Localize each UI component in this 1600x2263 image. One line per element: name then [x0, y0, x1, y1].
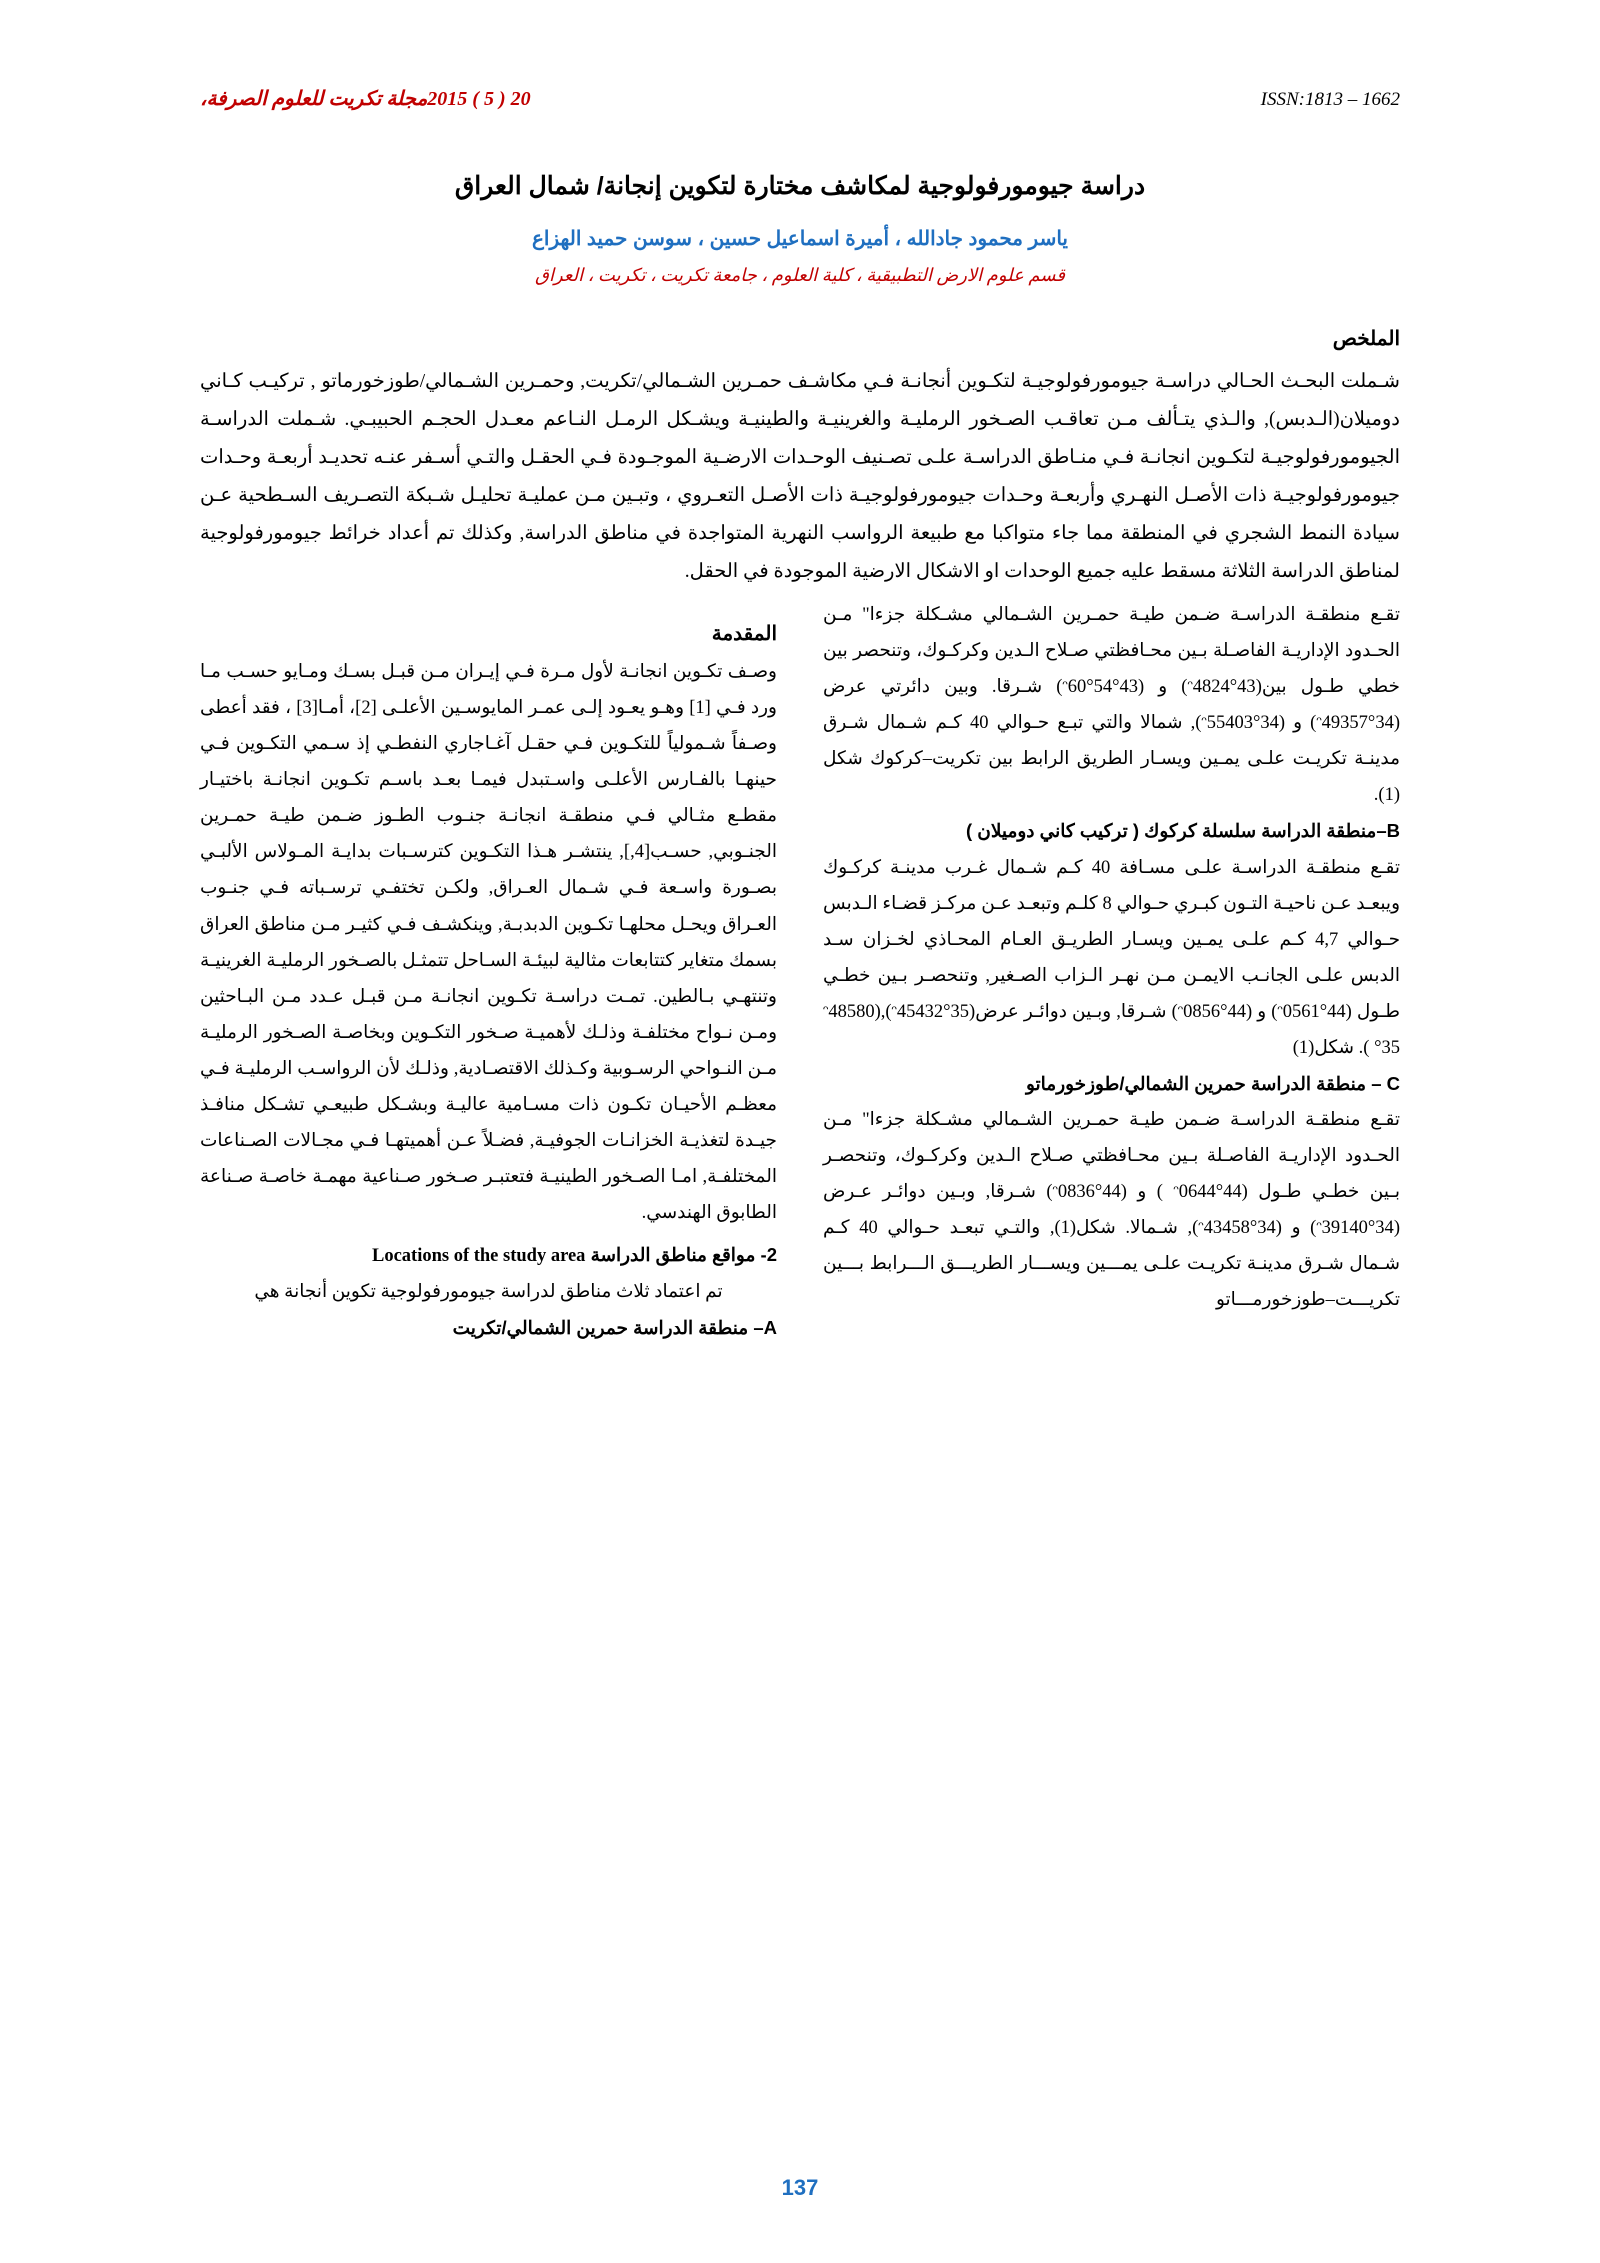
- locations-heading-en: Locations of the study area: [371, 1246, 586, 1267]
- paragraph-area-c: تقـع منطقـة الدراسـة ضـمن طيـة حمـرين الشـمالي مشـكلة جزءا" مـن الحـدود الإداريـة الفاصـلة بـين محـافظتي صـلاح الـدين وكركـوك، وتنحصـر بـين خطـي طـول (ᵔ0644°44 ) و (ᵔ0836°44) شـرقا, وبـين دوائـر عـرض (ᵔ39140°34) و (ᵔ43458°34), شـمالا. شكل(1), والتـي تبعـد حـوالي 40 كـم شـمال شـرق مدينـة تكريـت علـى يمـــين ويســـار الطريـــق الـــرابط بـــين تكريـــت–طوزخورمـــاتو: [823, 1109, 1400, 1311]
- intro-heading: المقدمة: [711, 623, 777, 646]
- subsection-c-heading: C – منطقة الدراسة حمرين الشمالي/طوزخورماتو: [1025, 1072, 1400, 1094]
- body-columns: [200, 597, 1400, 1346]
- paper-title: دراسة جيومورفولوجية لمكاشف مختارة لتكوين إنجانة/ شمال العراق: [454, 172, 1146, 200]
- paragraph-area-b: تقـع منطقـة الدراسـة علـى مسـافة 40 كـم شـمال غـرب مدينـة كركـوك ويبعـد عـن ناحيـة التـون كبـري حـوالي 8 كلـم وتبعـد عـن مركـز قضـاء الـدبس حـوالي 4,7 كـم علـى يمـين ويسـار الطريـق العـام المحـاذي لخـزان سـد الدبس علـى الجانـب الايمـن مـن نهـر الـزاب الصـغير, وتنحصـر بـين خطـي طـول (ᵔ0561°44) و (ᵔ0856°44) شـرقا, وبـين دوائـر عرض(ᵔ45432°35),(ᵔ48580 °35 ). شكل(1): [823, 857, 1401, 1058]
- abstract-body: شـملت البحـث الحـالي دراسـة جيومورفولوجيـة لتكـوين أنجانـة فـي مكاشـف حمـرين الشـمالي/تكريت, وحمـرين الشـمالي/طوزخورماتو , تركيـب كـاني دوميلان(الـدبس), والـذي يتـألف مـن تعاقـب الصـخور الرمليـة والغرينيـة والطينيـة ويشـكل الرمـل النـاعم معـدل الحجـم الحبيبـي. شـملت الدراسـة الجيومورفولوجيـة لتكـوين انجانـة فـي منـاطق الدراسـة علـى تصـنيف الوحـدات الارضـية الموجـودة فـي الحقـل والتـي أسـفر عنـه تحديـد أربعـة وحـدات جيومورفولوجيـة ذات الأصـل النهـري وأربعـة وحـدات جيومورفولوجيـة ذات الأصـل التعـروي ، وتبـين مـن عمليـة تحليـل شـبكة التصـريف السـطحية عـن سيادة النمط الشجري في المنطقة مما جاء متواكبا مع طبيعة الرواسب النهرية المتواجدة في مناطق الدراسة, وكذلك تم أعداد خرائط جيومورفولوجية لمناطق الدراسة الثلاثة مسقط عليه جميع الوحدات او الاشكال الارضية الموجودة في الحقل.: [200, 371, 1400, 583]
- locations-heading-ar: 2- مواقع مناطق الدراسة: [590, 1244, 777, 1266]
- page-header: [200, 86, 1400, 111]
- abstract-heading: الملخص: [1332, 328, 1400, 350]
- column-right: [200, 597, 777, 1346]
- intro-paragraph: وصـف تكـوين انجانـة لأول مـرة فـي إيـران مـن قبـل بسـك ومـايو حسـب مـا ورد فـي [1] وهـو يعـود إلـى عمـر المايوسـين الأعلـى [2]، أمـا[3] ، فقد أعطى وصـفاً شـمولياً للتكـوين فـي حقـل آغـاجاري النفطـي إذ سـمي التكـوين فـي حينهـا بالفـارس الأعلـى واسـتبدل فيمـا بعـد باسـم تكـوين انجانـة باختيـار مقطـع مثـالي فـي منطقـة انجانـة جنـوب الطـوز ضـمن طيـة حمـرين الجنـوبي, حسـب[4,], ينتشـر هـذا التكـوين كترسـبات بدايـة المـولاس الألبـي بصـورة واسـعة فـي شـمال العـراق, ولكـن تختفـي ترسـباته فـي جنـوب العـراق ويحـل محلهـا تكـوين الدبدبـة, وينكشـف فـي كثيـر مـن مناطق العراق بسمك متغاير كتتابعات مثالية لبيئـة السـاحل تتمثـل بالصـخور الرمليـة الغرينيـة وتنتهـي بـالطين. تمـت دراسـة تكـوين انجانـة مـن قبـل عـدد مـن البـاحثين ومـن نـواح مختلفـة وذلـك لأهميـة صـخور التكـوين وبخاصـة الصـخور الرمليـة مـن النـواحي الرسـوبية وكـذلك الاقتصـادية, وذلـك لأن الرواسـب الرمليـة فـي معظـم الأحيـان تكـون ذات مسـامية عاليـة وبشـكل طبيعـي تشـكل منافـذ جيـدة لتغذيـة الخزانـات الجوفيـة, فضـلاً عـن أهميتهـا فـي مجـالات الصـناعات المختلفـة, امـا الصـخور الطينيـة فتعتبـر صـخور صـناعية مهمـة خاصـة صـناعة الطابوق الهندسي.: [200, 662, 777, 1224]
- column-left: [823, 597, 1400, 1346]
- title-block: [200, 169, 1400, 286]
- subsection-b-heading: B–منطقة الدراسة سلسلة كركوك ( تركيب كاني دوميلان ): [965, 820, 1400, 842]
- journal-title: مجلة تكريت للعلوم الصرفة،: [200, 88, 428, 110]
- author-list: ياسر محمود جادالله ، أميرة اسماعيل حسين ، سوسن حميد الهزاع: [531, 228, 1068, 250]
- page-number: 137: [781, 2175, 819, 2200]
- issn-text: ISSN:1813 – 1662: [1260, 89, 1400, 110]
- header-journal-info: [200, 86, 545, 111]
- locations-intro-line: تم اعتماد ثلاث مناطق لدراسة جيومورفولوجية تكوين أنجانة هي: [254, 1282, 723, 1303]
- paragraph-area-a: تقـع منطقـة الدراسـة ضـمن طيـة حمـرين الشـمالي مشـكلة جزءا" مـن الحـدود الإداريـة الفاصـلة بـين محـافظتي صـلاح الـدين وكركـوك، وتنحصر بين خطي طـول بين(ᵔ4824°43) و (ᵔ60°54°43) شـرقا. وبين دائرتي عرض (ᵔ49357°34) و (ᵔ55403°34), شمالا والتي تبـع حـوالي 40 كـم شـمال شـرق مدينـة تكريـت علـى يمـين ويسـار الطريق الرابط بين تكريت–كركوك شكل (1).: [823, 605, 1400, 806]
- subsection-a-heading: A– منطقة الدراسة حمرين الشمالي/تكريت: [452, 1317, 777, 1339]
- locations-heading: [200, 1237, 777, 1274]
- journal-issue: 20 ( 5 ) 2015: [427, 88, 531, 110]
- affiliation: قسم علوم الارض التطبيقية ، كلية العلوم ، جامعة تكريت ، تكريت ، العراق: [535, 265, 1065, 285]
